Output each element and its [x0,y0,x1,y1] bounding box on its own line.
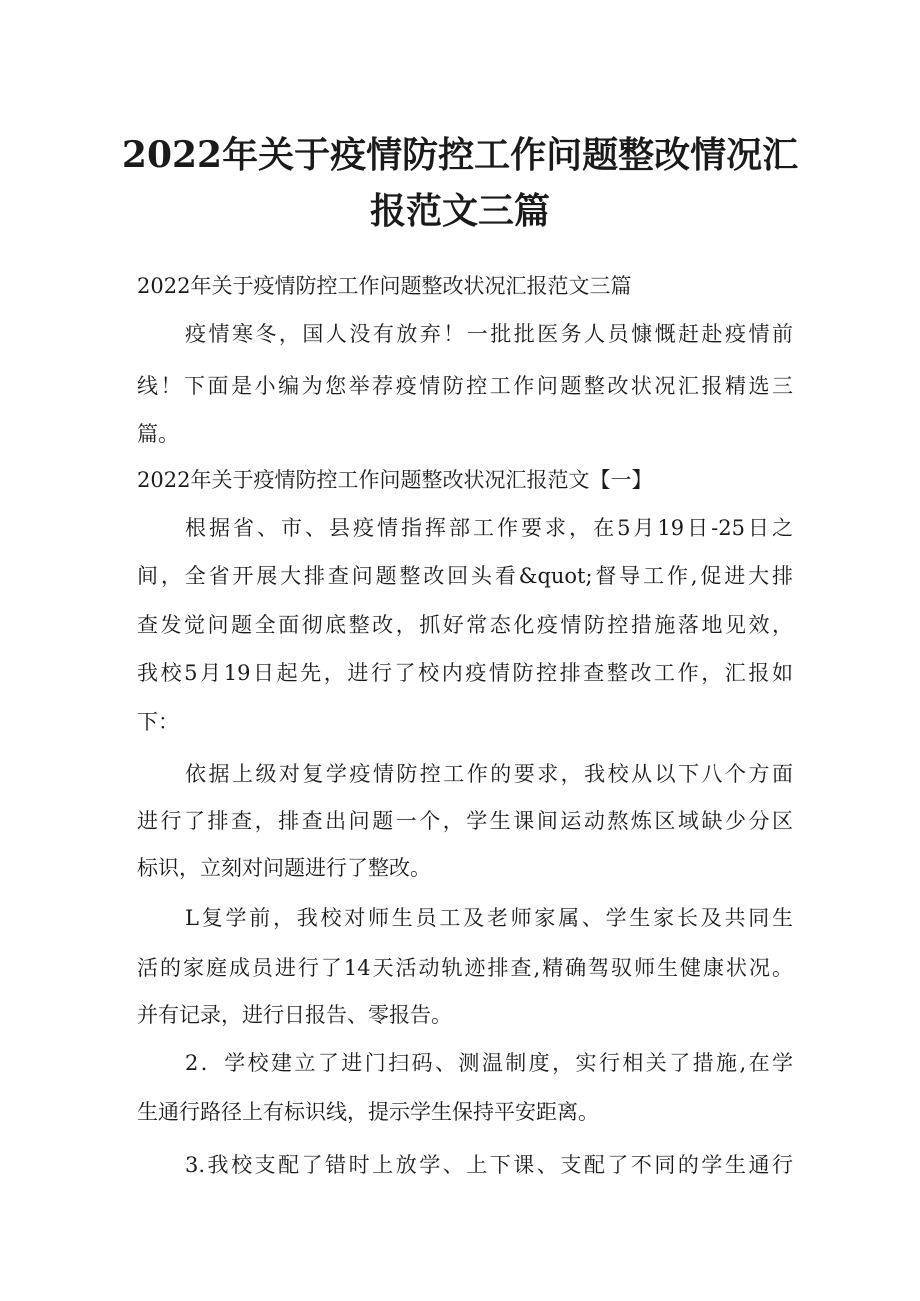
list-item-line: L复学前，我校对师生员工及老师家属、学生家长及共同生 [185,906,793,930]
paragraph-line: 我校5月19日起先，进行了校内疫情防控排查整改工作，汇报如 [137,661,793,685]
paragraph-line: 下： [137,710,179,734]
intro-line: 线！下面是小编为您举荐疫情防控工作问题整改状况汇报精选三 [137,374,793,398]
document-title-line-1: 2022年关于疫情防控工作问题整改情况汇 [121,134,799,176]
list-item-line: 并有记录，进行日报告、零报告。 [137,1003,452,1027]
paragraph-line: 依据上级对复学疫情防控工作的要求，我校从以下八个方面 [185,762,793,786]
intro-line: 篇。 [137,422,179,446]
intro-line: 疫情寒冬，国人没有放弃！一批批医务人员慷慨赶赴疫情前 [185,322,793,346]
list-item-line: 生通行路径上有标识线，提示学生保持平安距离。 [137,1100,599,1124]
list-item-line: 3.我校支配了错时上放学、上下课、支配了不同的学生通行 [185,1153,793,1177]
list-item-line: 2．学校建立了进门扫码、测温制度，实行相关了措施,在学 [185,1051,793,1075]
paragraph-line: 根据省、市、县疫情指挥部工作要求，在5月19日-25日之 [185,516,793,540]
paragraph-line: 查发觉问题全面彻底整改，抓好常态化疫情防控措施落地见效， [137,613,793,637]
paragraph-line: 进行了排查，排查出问题一个，学生课间运动熬炼区域缺少分区 [137,809,793,833]
paragraph-line: 标识，立刻对问题进行了整改。 [137,856,431,880]
list-item-line: 活的家庭成员进行了14天活动轨迹排查,精确驾驭师生健康状况。 [137,956,793,980]
document-title-line-2: 报范文三篇 [369,190,550,232]
subtitle: 2022年关于疫情防控工作问题整改状况汇报范文三篇 [137,274,632,298]
paragraph-line: 间，全省开展大排查问题整改回头看&quot;督导工作,促进大排 [137,564,793,588]
section-heading: 2022年关于疫情防控工作问题整改状况汇报范文【一】 [137,468,653,492]
